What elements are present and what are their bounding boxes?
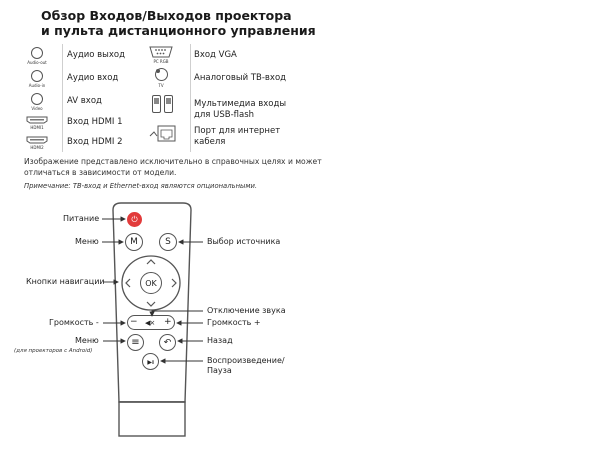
ok-button[interactable]: OK: [140, 272, 162, 294]
vga-label: Вход VGA: [194, 50, 237, 60]
mute-label: Отключение звука: [207, 306, 286, 315]
av-in-label: AV вход: [67, 96, 102, 106]
menu-label: Меню: [75, 237, 99, 246]
title-line2: и пульта дистанционного управления: [41, 23, 316, 38]
android-menu-button[interactable]: ≡: [127, 334, 144, 351]
disclaimer-line1: Изображение представлено исключительно в справочных целях и может: [24, 157, 322, 166]
back-label: Назад: [207, 336, 233, 345]
menu2-label: Меню: [75, 336, 99, 345]
power-label: Питание: [63, 214, 100, 223]
volume-plus-label: Громкость +: [207, 318, 261, 327]
play-pause-label-line2: Пауза: [207, 366, 232, 375]
menu-m-button[interactable]: M: [125, 233, 143, 251]
volume-plus-button[interactable]: +: [164, 317, 172, 327]
vga-tiny-label: PC RGB: [153, 59, 169, 64]
usb-label-line1: Мультимедиа входы: [194, 99, 287, 109]
navigation-label: Кнопки навигации: [26, 277, 105, 286]
optional-note: Примечание: ТВ-вход и Ethernet-вход являются опциональными.: [24, 182, 258, 190]
audio-in-label: Аудио вход: [67, 73, 119, 83]
ethernet-label-line1: Порт для интернет: [194, 126, 281, 136]
ethernet-label-line2: кабеля: [194, 137, 226, 147]
video-tiny-label: Video: [31, 106, 43, 111]
disclaimer-line2: отличаться в зависимости от модели.: [24, 168, 177, 177]
hdmi1-label: Вход HDMI 1: [67, 117, 123, 127]
hdmi2-label: Вход HDMI 2: [67, 137, 123, 147]
volume-minus-label: Громкость -: [49, 318, 99, 327]
tv-in-label: Аналоговый ТВ-вход: [194, 73, 287, 83]
audio-out-label: Аудио выход: [67, 50, 125, 60]
play-pause-label: [207, 356, 285, 376]
mute-button[interactable]: ◀×: [145, 319, 155, 327]
volume-minus-button[interactable]: −: [130, 317, 138, 327]
usb-label-line2: для USB-flash: [194, 110, 255, 120]
power-button[interactable]: ⏻: [127, 212, 142, 227]
audio-out-tiny-label: Audio-out: [27, 60, 47, 65]
title-line1: Обзор Входов/Выходов проектора: [41, 8, 292, 23]
tv-tiny-label: TV: [158, 83, 164, 88]
menu2-sub-label: (для проекторов с Android): [14, 348, 93, 354]
back-button[interactable]: ↶: [159, 334, 176, 351]
audio-in-tiny-label: Audio-in: [28, 83, 46, 88]
play-pause-button[interactable]: ▶॥: [142, 353, 159, 370]
source-label: Выбор источника: [207, 237, 281, 246]
hdmi2-tiny-label: HDMI2: [30, 145, 44, 150]
hdmi1-tiny-label: HDMI1: [30, 125, 44, 130]
play-pause-label-line1: Воспроизведение/: [207, 356, 285, 365]
source-s-button[interactable]: S: [159, 233, 177, 251]
